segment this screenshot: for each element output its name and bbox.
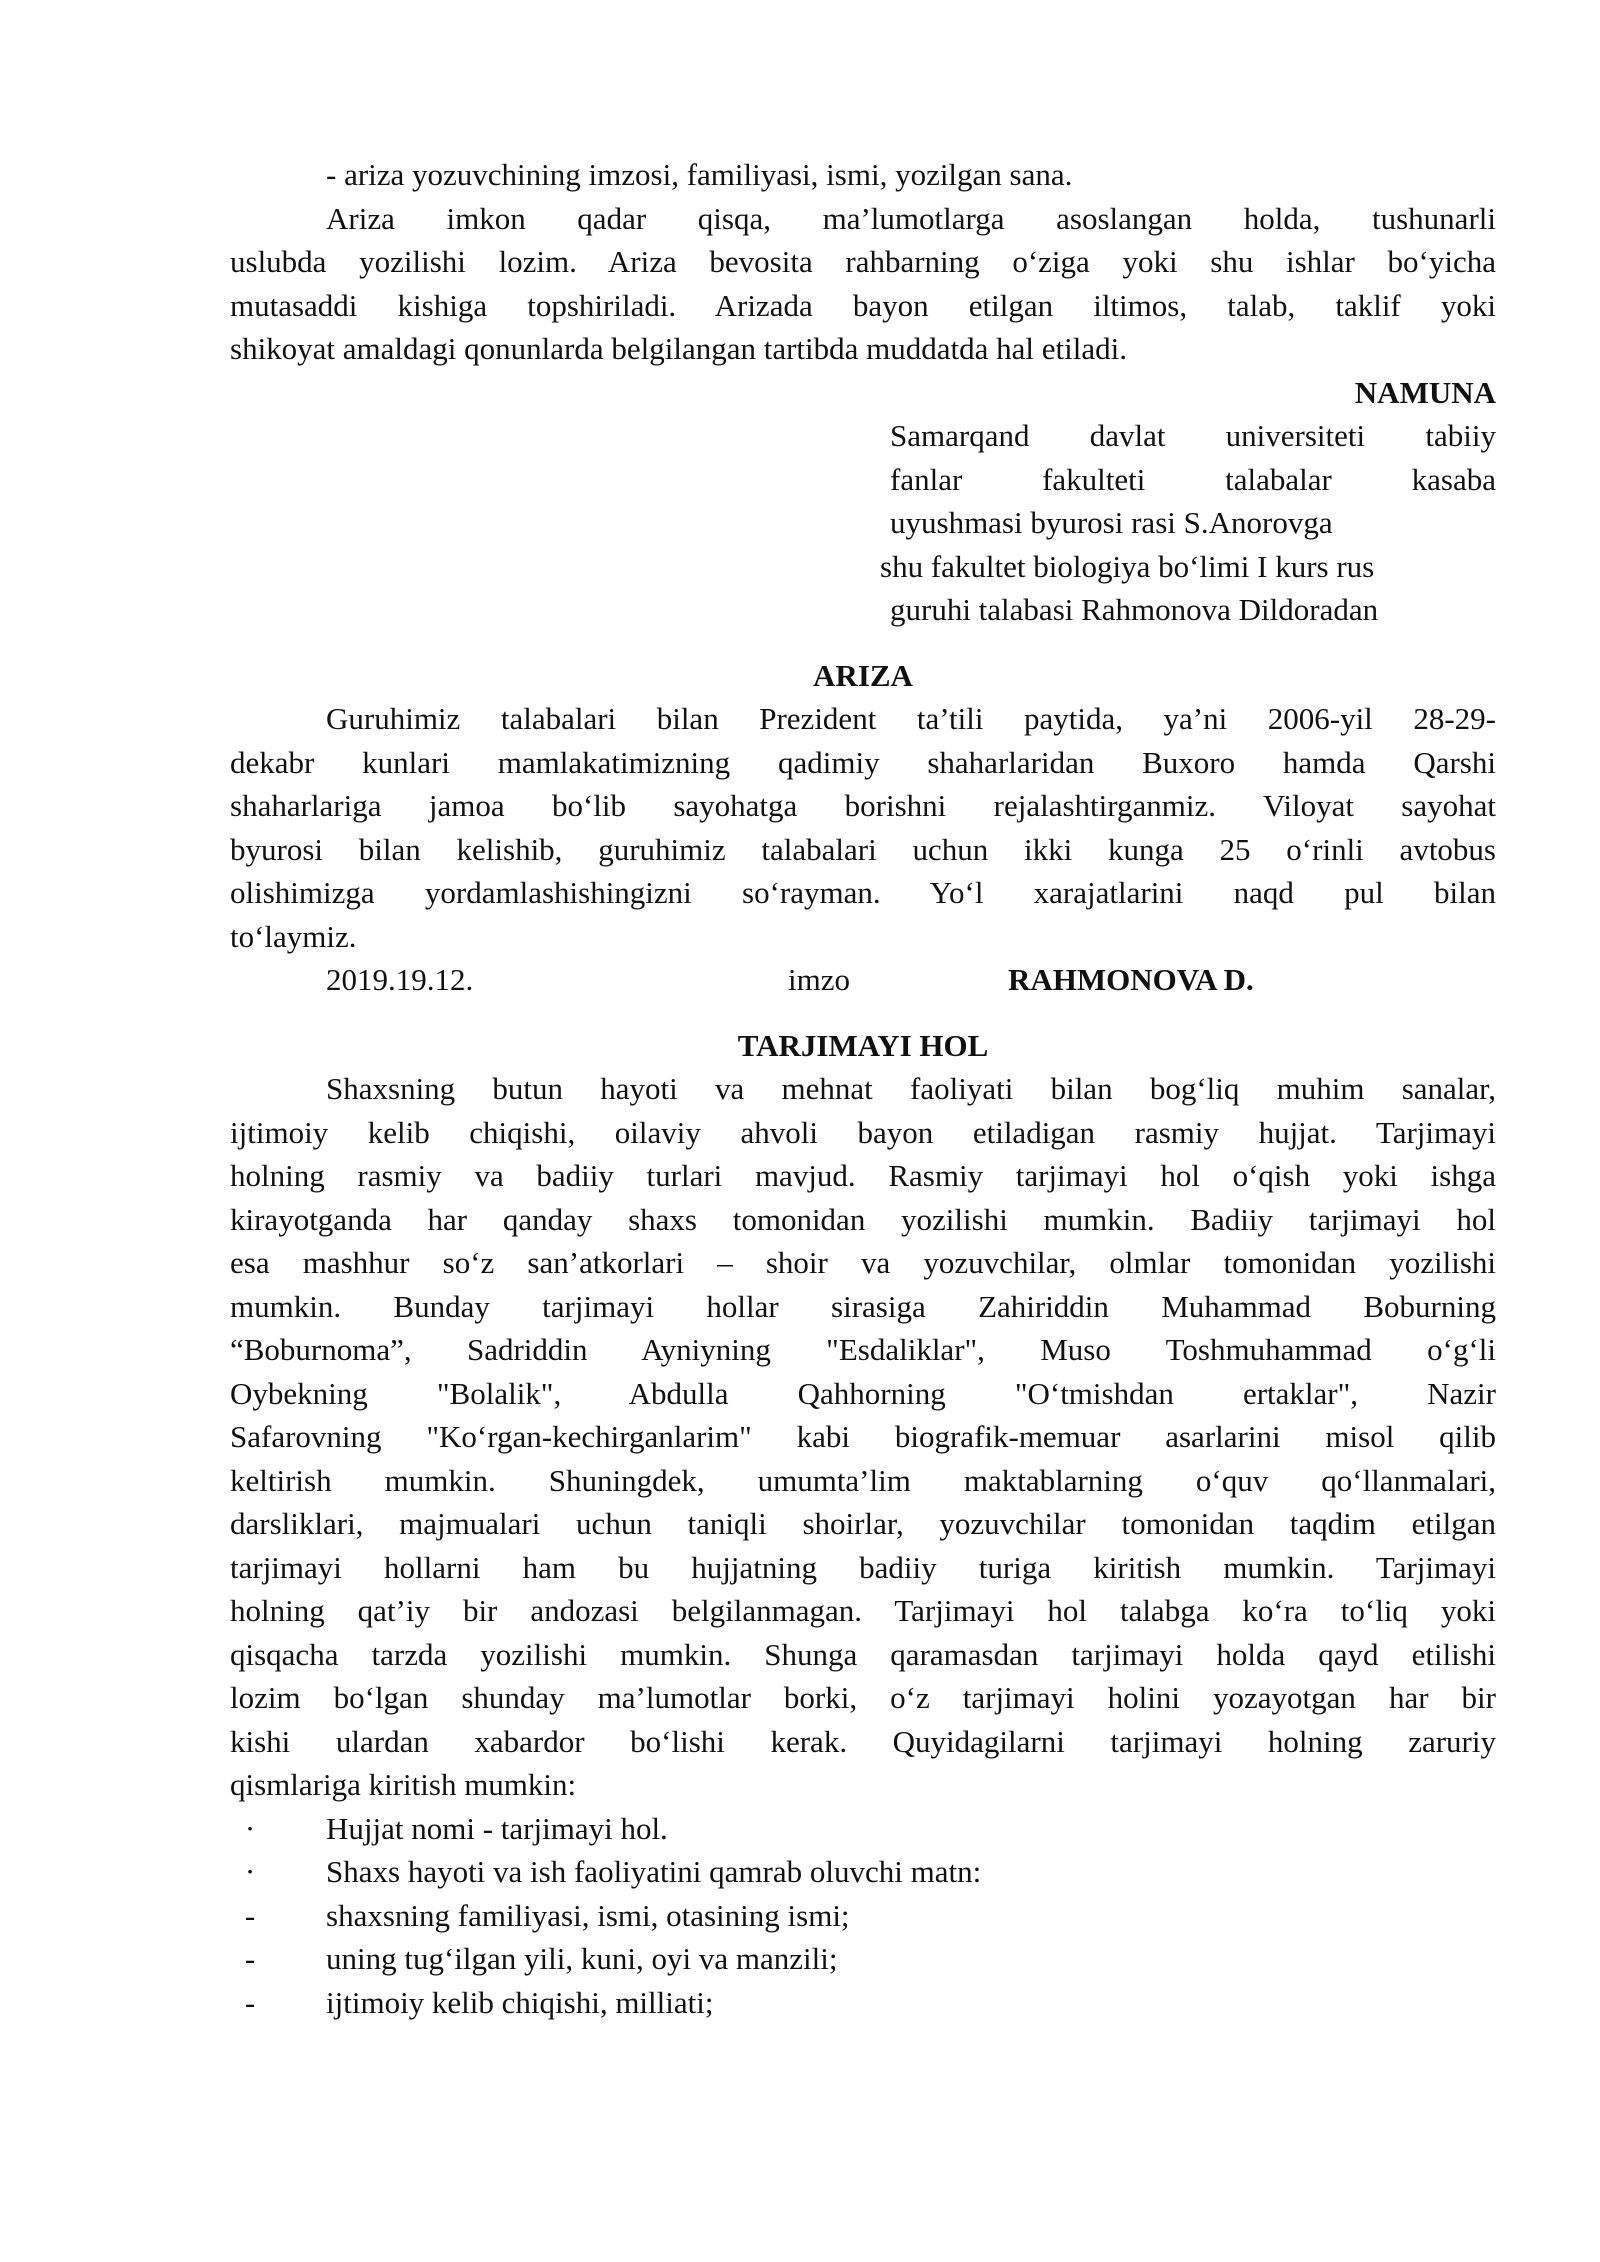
ariza-title: ARIZA: [813, 657, 913, 693]
list-text: shaxsning familiyasi, ismi, otasining ismi;: [326, 1897, 850, 1933]
list-item: [230, 1807, 1496, 1851]
biography-title: TARJIMAYI HOL: [737, 1027, 989, 1063]
list-marker: -: [244, 1941, 256, 1976]
list-marker: ·: [244, 1854, 256, 1889]
intro-paragraph: [230, 197, 1496, 371]
text-line: qismlariga kiritish mumkin:: [230, 1767, 577, 1802]
text-line: kirayotganda har qanday shaxs tomonidan yozilishi mumkin. Badiiy tarjimayi hol: [230, 1201, 1496, 1237]
list-item: [230, 1981, 1496, 2025]
signature-name: RAHMONOVA D.: [1008, 962, 1254, 997]
text-line: Guruhimiz talabalari bilan Prezident ta’tili paytida, ya’ni 2006-yil 28-29-: [326, 701, 1496, 736]
text-line: tarjimayi hollarni ham bu hujjatning badiiy turiga kiritish mumkin. Tarjimayi: [230, 1549, 1496, 1585]
text-line: olishimizga yordamlashishingizni so‘rayman. Yo‘l xarajatlarini naqd pul bilan: [230, 875, 1496, 910]
text-line: byurosi bilan kelishib, guruhimiz talabalari uchun ikki kunga 25 o‘rinli avtobus: [230, 831, 1496, 867]
list-text: Shaxs hayoti va ish faoliyatini qamrab oluvchi matn:: [326, 1854, 982, 1889]
list-marker: -: [244, 1984, 256, 2020]
text-line: shaharlariga jamoa bo‘lib sayohatga borishni rejalashtirganmiz. Viloyat sayohat: [230, 788, 1496, 823]
biography-list: [230, 1807, 1496, 2025]
address-line: shu fakultet biologiya bo‘limi I kurs rus: [880, 548, 1375, 584]
address-line: guruhi talabasi Rahmonova Dildoradan: [890, 592, 1379, 627]
text-line: shikoyat amaldagi qonunlarda belgilangan tartibda muddatda hal etiladi.: [230, 331, 1128, 366]
signature-label: imzo: [788, 962, 850, 997]
text-line: holning qat’iy bir andozasi belgilanmagan. Tarjimayi hol talabga ko‘ra to‘liq yoki: [230, 1593, 1496, 1628]
address-line: Samarqand davlat universiteti tabiiy: [890, 418, 1496, 453]
list-text: ijtimoiy kelib chiqishi, milliati;: [326, 1984, 714, 2020]
ariza-body: [230, 697, 1496, 958]
text-line: keltirish mumkin. Shuningdek, umumta’lim maktablarning o‘quv qo‘llanmalari,: [230, 1462, 1496, 1498]
text-line: uslubda yozilishi lozim. Ariza bevosita rahbarning o‘ziga yoki shu ishlar bo‘yicha: [230, 244, 1496, 279]
intro-item: - ariza yozuvchining imzosi, familiyasi, ismi, yozilgan sana.: [326, 157, 1073, 192]
text-line: lozim bo‘lgan shunday ma’lumotlar borki, o‘z tarjimayi holini yozayotgan har bir: [230, 1680, 1496, 1715]
text-line: kishi ulardan xabardor bo‘lishi kerak. Quyidagilarni tarjimayi holning zaruriy: [230, 1723, 1496, 1759]
address-line: fanlar fakulteti talabalar kasaba: [890, 461, 1496, 497]
signature-date: 2019.19.12.: [326, 962, 474, 997]
list-item: [230, 1937, 1496, 1981]
text-line: Safarovning "Ko‘rgan-kechirganlarim" kabi biografik-memuar asarlarini misol qilib: [230, 1419, 1496, 1454]
text-line: mutasaddi kishiga topshiriladi. Arizada bayon etilgan iltimos, talab, taklif yoki: [230, 287, 1496, 323]
sample-label: NAMUNA: [1354, 374, 1496, 410]
document-page: [230, 153, 1496, 2024]
text-line: Ariza imkon qadar qisqa, ma’lumotlarga asoslangan holda, tushunarli: [326, 200, 1496, 236]
text-line: dekabr kunlari mamlakatimizning qadimiy shaharlaridan Buxoro hamda Qarshi: [230, 744, 1496, 780]
text-line: esa mashhur so‘z san’atkorlari – shoir va yozuvchilar, olmlar tomonidan yozilishi: [230, 1245, 1496, 1280]
signature-line: [230, 958, 1496, 1002]
list-item: [230, 1850, 1496, 1894]
text-line: Oybekning "Bolalik", Abdulla Qahhorning "O‘tmishdan ertaklar", Nazir: [230, 1375, 1496, 1411]
list-text: Hujjat nomi - tarjimayi hol.: [326, 1810, 668, 1846]
text-line: ijtimoiy kelib chiqishi, oilaviy ahvoli bayon etiladigan rasmiy hujjat. Tarjimayi: [230, 1114, 1496, 1150]
text-line: holning rasmiy va badiiy turlari mavjud. Rasmiy tarjimayi hol o‘qish yoki ishga: [230, 1158, 1496, 1193]
list-marker: -: [244, 1897, 256, 1933]
biography-body: [230, 1067, 1496, 1807]
list-item: [230, 1894, 1496, 1938]
text-line: darsliklari, majmualari uchun taniqli shoirlar, yozuvchilar tomonidan taqdim etilgan: [230, 1506, 1496, 1541]
text-line: mumkin. Bunday tarjimayi hollar sirasiga Zahiriddin Muhammad Boburning: [230, 1288, 1496, 1324]
text-line: to‘laymiz.: [230, 918, 357, 954]
text-line: Shaxsning butun hayoti va mehnat faoliyati bilan bog‘liq muhim sanalar,: [326, 1071, 1496, 1106]
list-marker: ·: [244, 1810, 256, 1846]
addressee-block: [880, 414, 1496, 632]
address-line: uyushmasi byurosi rasi S.Anorovga: [890, 505, 1333, 540]
text-line: “Boburnoma”, Sadriddin Ayniyning "Esdaliklar", Muso Toshmuhammad o‘g‘li: [230, 1332, 1496, 1367]
text-line: qisqacha tarzda yozilishi mumkin. Shunga qaramasdan tarjimayi holda qayd etilishi: [230, 1636, 1496, 1672]
list-text: uning tug‘ilgan yili, kuni, oyi va manzili;: [326, 1941, 838, 1976]
